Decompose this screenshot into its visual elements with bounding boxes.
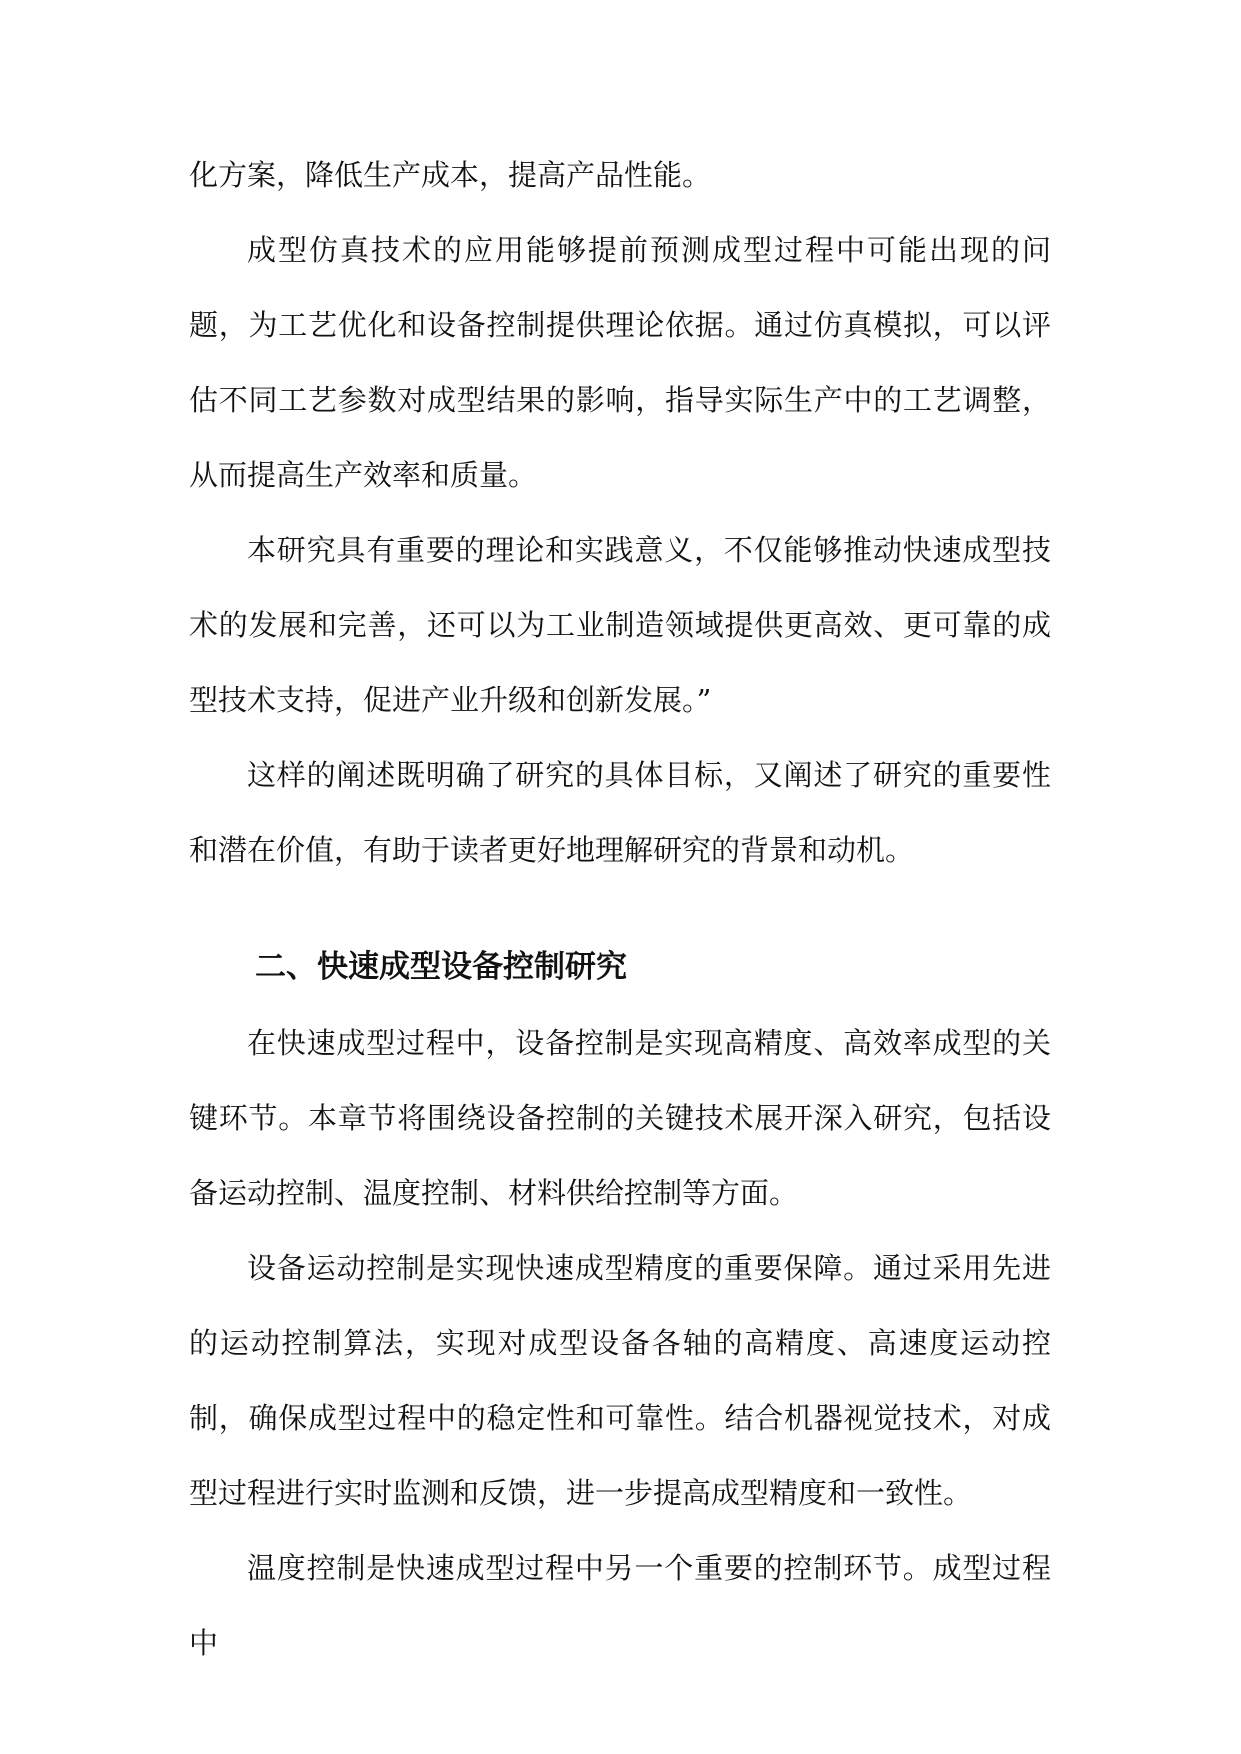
document-body — [189, 138, 1051, 1681]
paragraph-summary: 这样的阐述既明确了研究的具体目标，又阐述了研究的重要性和潜在价值，有助于读者更好地理解研究的背景和动机。 — [189, 758, 1051, 867]
section-heading: 二、快速成型设备控制研究 — [255, 949, 627, 985]
paragraph-motion-control: 设备运动控制是实现快速成型精度的重要保障。通过采用先进的运动控制算法，实现对成型设备各轴的高精度、高速度运动控制，确保成型过程中的稳定性和可靠性。结合机器视觉技术，对成型过程进行实时监测和反馈，进一步提高成型精度和一致性。 — [189, 1251, 1051, 1510]
paragraph-intro: 在快速成型过程中，设备控制是实现高精度、高效率成型的关键环节。本章节将围绕设备控制的关键技术展开深入研究，包括设备运动控制、温度控制、材料供给控制等方面。 — [189, 1026, 1051, 1210]
paragraph-continued: 化方案，降低生产成本，提高产品性能。 — [189, 158, 712, 192]
paragraph-temperature-control: 温度控制是快速成型过程中另一个重要的控制环节。成型过程中 — [189, 1551, 1051, 1660]
paragraph-significance: 本研究具有重要的理论和实践意义，不仅能够推动快速成型技术的发展和完善，还可以为工业制造领域提供更高效、更可靠的成型技术支持，促进产业升级和创新发展。” — [189, 533, 1051, 717]
paragraph-simulation: 成型仿真技术的应用能够提前预测成型过程中可能出现的问题，为工艺优化和设备控制提供理论依据。通过仿真模拟，可以评估不同工艺参数对成型结果的影响，指导实际生产中的工艺调整，从而提高生产效率和质量。 — [189, 233, 1051, 492]
